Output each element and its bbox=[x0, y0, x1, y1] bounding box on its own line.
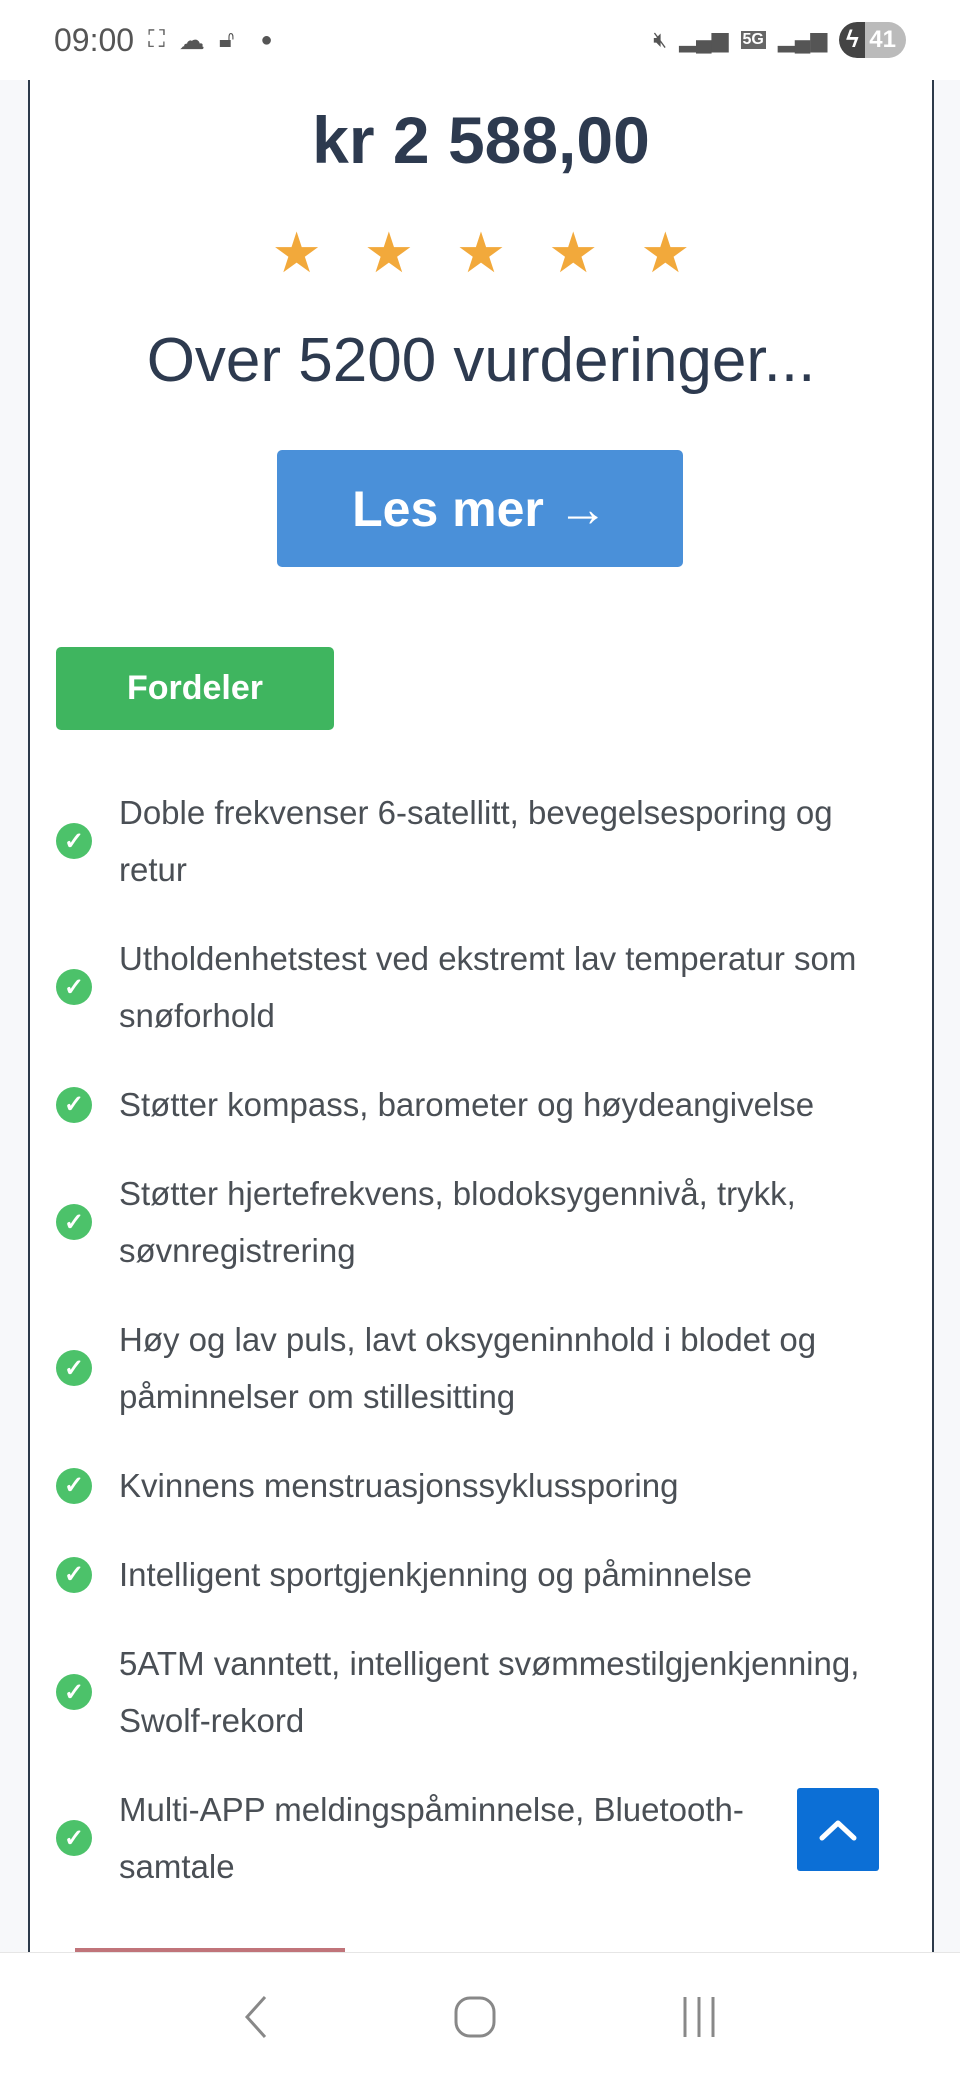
star-icon: ★ bbox=[271, 221, 322, 284]
signal-icon: ▂▄▆ bbox=[679, 27, 729, 52]
cloud-icon: ☁ bbox=[178, 24, 205, 55]
list-item-text: Kvinnens menstruasjonssyklussporing bbox=[119, 1467, 679, 1504]
list-item-text: Intelligent sportgjenkjenning og påminnelse bbox=[119, 1556, 752, 1593]
list-item bbox=[56, 1546, 916, 1603]
dot-icon: ● bbox=[260, 28, 273, 51]
signal-icon-2: ▂▄▆ bbox=[777, 27, 828, 52]
clock: 09:00 bbox=[54, 21, 135, 58]
product-card bbox=[28, 80, 934, 1952]
check-circle-icon: ✓ bbox=[56, 1674, 92, 1710]
home-icon[interactable] bbox=[453, 1995, 497, 2039]
read-more-label: Les mer bbox=[352, 480, 544, 537]
list-item bbox=[56, 1457, 916, 1514]
chevron-up-icon bbox=[818, 1818, 858, 1842]
charging-icon: ϟ bbox=[839, 22, 865, 58]
list-item bbox=[56, 1635, 916, 1749]
list-item-text: Multi-APP meldingspåminnelse, Bluetooth-samtale bbox=[119, 1791, 744, 1885]
back-icon[interactable] bbox=[241, 1995, 271, 2039]
mute-icon: 🔇︎ bbox=[653, 27, 668, 52]
list-item-text: 5ATM vanntett, intelligent svømmestilgjenkjenning, Swolf-rekord bbox=[119, 1645, 860, 1739]
list-item bbox=[56, 930, 916, 1044]
list-item bbox=[56, 1781, 916, 1895]
list-item-text: Utholdenhetstest ved ekstremt lav temperatur som snøforhold bbox=[119, 940, 857, 1034]
list-item bbox=[56, 1311, 916, 1425]
screenshot-icon: ⛶ bbox=[148, 26, 165, 53]
star-icon: ★ bbox=[640, 221, 691, 284]
page-content bbox=[0, 80, 960, 1952]
navigation-bar bbox=[0, 1952, 960, 2080]
star-icon: ★ bbox=[548, 221, 599, 284]
star-icon: ★ bbox=[363, 221, 414, 284]
check-circle-icon: ✓ bbox=[56, 1468, 92, 1504]
check-circle-icon: ✓ bbox=[56, 1350, 92, 1386]
check-circle-icon: ✓ bbox=[56, 1557, 92, 1593]
list-item-text: Doble frekvenser 6-satellitt, bevegelsesporing og retur bbox=[119, 794, 833, 888]
recent-apps-icon[interactable] bbox=[679, 1995, 719, 2039]
check-circle-icon: ✓ bbox=[56, 969, 92, 1005]
lock-icon: 🔓︎ bbox=[218, 26, 235, 53]
check-circle-icon: ✓ bbox=[56, 1087, 92, 1123]
list-item bbox=[56, 1165, 916, 1279]
advantages-list bbox=[56, 784, 916, 1927]
check-circle-icon: ✓ bbox=[56, 823, 92, 859]
rating-stars bbox=[30, 220, 932, 286]
list-item bbox=[56, 1076, 916, 1133]
list-item bbox=[56, 784, 916, 898]
star-icon: ★ bbox=[455, 221, 507, 284]
arrow-right-icon: → bbox=[557, 480, 608, 537]
list-item-text: Støtter hjertefrekvens, blodoksygennivå, trykk, søvnregistrering bbox=[119, 1175, 796, 1269]
reviews-count: Over 5200 vurderinger... bbox=[146, 326, 816, 395]
check-circle-icon: ✓ bbox=[56, 1820, 92, 1856]
battery-level: 41 bbox=[869, 26, 896, 53]
scroll-to-top-button[interactable] bbox=[797, 1788, 879, 1871]
status-bar bbox=[0, 0, 960, 80]
battery-indicator bbox=[839, 22, 906, 58]
network-type: 5G bbox=[742, 31, 764, 48]
check-circle-icon: ✓ bbox=[56, 1204, 92, 1240]
advantages-heading: Fordeler bbox=[56, 647, 334, 730]
read-more-button[interactable] bbox=[277, 450, 683, 567]
price: kr 2 588,00 bbox=[312, 103, 650, 177]
list-item-text: Støtter kompass, barometer og høydeangivelse bbox=[119, 1086, 815, 1123]
list-item-text: Høy og lav puls, lavt oksygeninnhold i blodet og påminnelser om stillesitting bbox=[119, 1321, 817, 1415]
